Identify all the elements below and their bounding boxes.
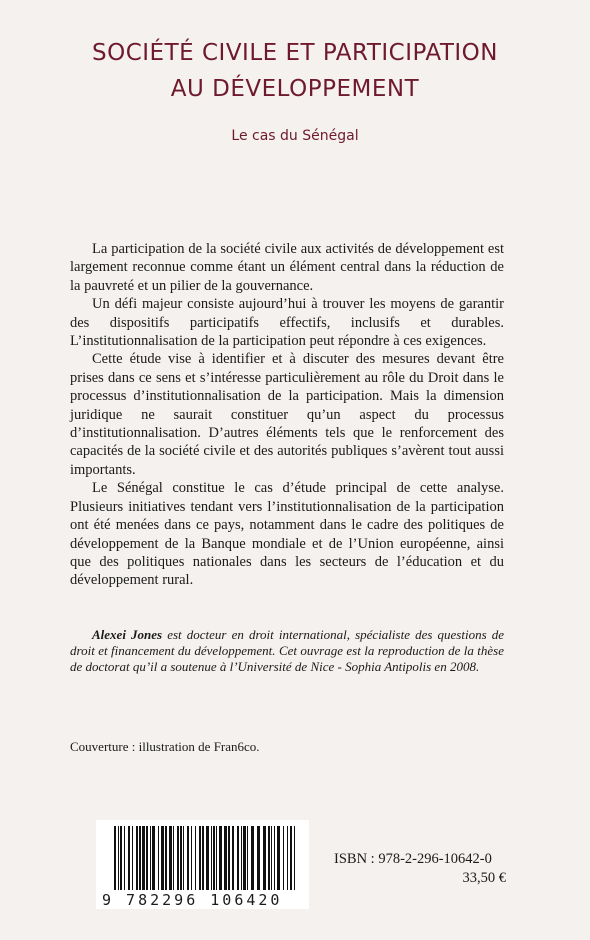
barcode <box>96 820 309 909</box>
book-title-line-2: AU DÉVELOPPEMENT <box>170 76 420 102</box>
summary-paragraph: Le Sénégal constitue le cas d’étude principal de cette analyse. Plusieurs initiatives tendant vers l’institutionnalisation de la participation ont été menées dans ce pays, notamment dans le cadre des politiques de développement de la Banque mondiale et de l’Union européenne, ainsi que des politiques nationales dans les secteurs de l’éducation et du développement rural. <box>70 480 504 589</box>
cover-credit: Couverture : illustration de Fran6co. <box>70 739 260 754</box>
book-subtitle: Le cas du Sénégal <box>231 128 359 144</box>
author-bio-paragraph <box>70 627 504 675</box>
summary-paragraph: Un défi majeur consiste aujourd’hui à trouver les moyens de garantir des dispositifs participatifs effectifs, inclusifs et durables. L’institutionnalisation de la participation peut répondre à ces exigences. <box>70 296 504 350</box>
summary-paragraph: La participation de la société civile aux activités de développement est largement reconnue comme étant un élément central dans la réduction de la pauvreté et un pilier de la gouvernance. <box>70 241 504 294</box>
price: 33,50 € <box>462 870 506 886</box>
book-title-line-1: SOCIÉTÉ CIVILE ET PARTICIPATION <box>92 40 498 66</box>
barcode-digits: 9 782296 106420 <box>102 891 306 909</box>
author-bio <box>70 627 504 675</box>
isbn: ISBN : 978-2-296-10642-0 <box>334 851 492 867</box>
barcode-bars <box>102 826 306 890</box>
author-bio-text: est docteur en droit international, spécialiste des questions de droit et financement du développement. Cet ouvrage est la reproduction de la thèse de doctorat qu’il a soutenue à l’Université de Nice - Sophia Antipolis en 2008. <box>70 627 504 674</box>
summary-text <box>70 240 504 590</box>
author-name: Alexei Jones <box>92 627 163 642</box>
summary-paragraph: Cette étude vise à identifier et à discuter des mesures devant être prises dans ce sens et s’intéresse particulièrement au rôle du Droit dans le processus d’institutionnalisation de la participation. Mais la dimension juridique ne saurait constituer qu’un aspect du processus d’institutionnalisation. D’autres éléments tels que le renforcement des capacités de la société civile et des autorités publiques s’avèrent tout aussi importants. <box>70 351 504 478</box>
